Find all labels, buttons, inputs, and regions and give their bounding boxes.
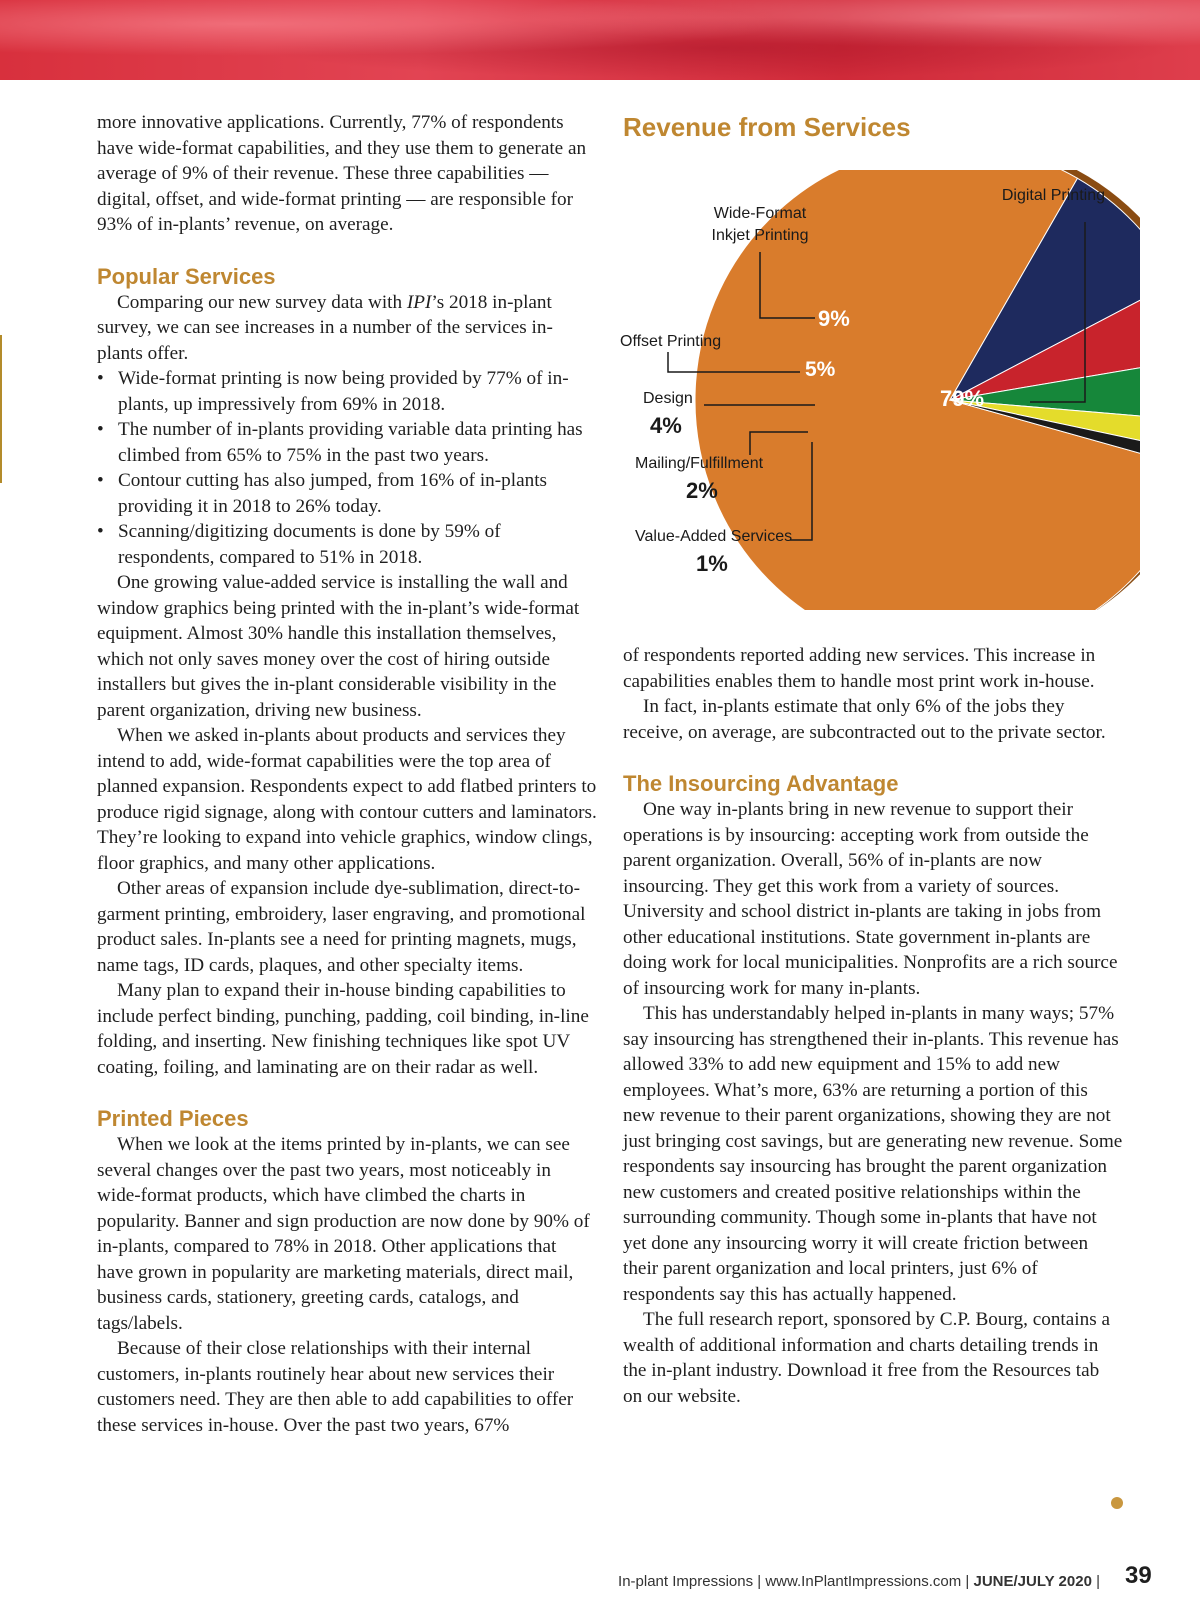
popular-services-heading: Popular Services (97, 263, 276, 289)
pie-category-label-digital-printing: Digital Printing (1001, 187, 1105, 204)
printed-pieces-paragraph: When we look at the items printed by in-plants, we can see several changes over the past two years, most noticeably in wide-format products, which have climbed the charts in popularity. Banner and sign production are now done by 90% of in-plants, compared to 78% in 2018. Other applications that have grown in popularity are marketing materials, direct mail, business cards, stationery, greeting cards, catalogs, and tags/labels. (97, 1134, 590, 1334)
continuation-paragraph: of respondents reported adding new services. This increase in capabilities enables them to handle most print work in-house. (623, 645, 1096, 692)
footer-separator: | (757, 1573, 762, 1590)
bullet-item: • Contour cutting has also jumped, from 16% of in-plants providing it in 2018 to 26% today. (97, 468, 597, 519)
margin-marker (0, 335, 2, 483)
pie-value-label-wide-format-inkjet-printing: 9% (818, 306, 850, 331)
popular-intro-em: IPI (406, 291, 432, 313)
pie-value-label-design: 4% (650, 413, 682, 438)
footer-publication: In-plant Impressions (618, 1573, 754, 1590)
insourcing-paragraph-2: This has understandably helped in-plants in many ways; 57% say insourcing has strengthened their in-plants. This revenue has allowed 33% to add new equipment and 15% to add new employees. What’s more, 63% are returning a portion of this new revenue to their parent organizations, showing they are not just bringing cost savings, but are generating new revenue. Some respondents say insourcing has brought the parent organization new customers and created positive relationships within the surrounding community. Though some in-plants that have not yet done any insourcing worry it will create friction between their parent organization and local printers, just 6% of respondents say this has actually happened. (623, 1003, 1123, 1305)
chart-title: Revenue from Services (623, 112, 911, 142)
installation-paragraph: One growing value-added service is installing the wall and window graphics being printed with the in-plant’s wide-format equipment. Almost 30% handle this installation themselves, which not only saves money over the cost of hiring outside installers but gives the in-plant considerable visibility in the parent organization, driving new business. (97, 572, 580, 721)
page-footer (400, 1572, 1100, 1592)
footer-separator: | (1096, 1573, 1100, 1590)
popular-intro-post: ’s 2018 in-plant survey, we can see increases in a number of the services in-plants offer. (97, 291, 553, 364)
popular-intro-paragraph (97, 290, 597, 367)
pie-category-label-value-added-services: Value-Added Services (635, 528, 793, 545)
pie-category-label-design: Design (643, 390, 693, 407)
pie-value-label-mailing-fulfillment: 2% (686, 478, 718, 503)
page-number: 39 (1125, 1562, 1152, 1589)
binding-paragraph: Many plan to expand their in-house binding capabilities to include perfect binding, punching, padding, coil binding, in-line folding, and inserting. New finishing techniques like spot UV coating, foiling, and laminating are on their radar as well. (97, 980, 589, 1078)
bullet-item: • Wide-format printing is now being provided by 77% of in-plants, up impressively from 69% in 2018. (97, 366, 597, 417)
right-column (623, 643, 1123, 1409)
relationships-paragraph: Because of their close relationships with their internal customers, in-plants routinely hear about new services their customers need. They are then able to add capabilities to offer these services in-house. Over the past two years, 67% (97, 1338, 574, 1436)
intro-paragraph: more innovative applications. Currently, 77% of respondents have wide-format capabilities, and they use them to generate an average of 9% of their revenue. These three capabilities — digital, offset, and wide-format printing — are responsible for 93% of in-plants’ revenue, on average. (97, 112, 587, 235)
pie-category-label-mailing-fulfillment: Mailing/Fulfillment (635, 455, 764, 472)
subcontract-paragraph: In fact, in-plants estimate that only 6% of the jobs they receive, on average, are subcontracted out to the private sector. (623, 696, 1106, 743)
pie-value-label-digital-printing: 79% (940, 386, 985, 411)
footer-separator: | (965, 1573, 970, 1590)
pie-value-label-offset-printing: 5% (805, 358, 836, 381)
pie-category-label-wide-format-inkjet-printing-line-1: Wide-Format (713, 205, 807, 222)
pie-category-label-offset-printing: Offset Printing (620, 333, 722, 350)
left-column (97, 110, 597, 1438)
bullet-item: • The number of in-plants providing variable data printing has climbed from 65% to 75% in the past two years. (97, 417, 597, 468)
other-expansion-paragraph: Other areas of expansion include dye-sublimation, direct-to-garment printing, embroidery, laser engraving, and promotional product sales. In-plants see a need for printing magnets, mugs, name tags, ID cards, plaques, and other specialty items. (97, 878, 586, 976)
footer-issue: JUNE/JULY 2020 (973, 1573, 1092, 1590)
top-banner (0, 0, 1200, 80)
end-of-article-dot (1111, 1497, 1123, 1509)
pie-category-label-wide-format-inkjet-printing-line-2: Inkjet Printing (711, 227, 809, 244)
planned-expansion-paragraph: When we asked in-plants about products and services they intend to add, wide-format capabilities were the top area of planned expansion. Respondents expect to add flatbed printers to produce rigid signage, along with contour cutters and laminators. They’re looking to expand into vehicle graphics, window clings, floor graphics, and many other applications. (97, 725, 597, 874)
pie-value-label-value-added-services: 1% (696, 551, 728, 576)
popular-intro-pre: Comparing our new survey data with (117, 291, 407, 313)
printed-pieces-heading: Printed Pieces (97, 1106, 249, 1131)
insourcing-heading: The Insourcing Advantage (623, 771, 899, 796)
footer-website: www.InPlantImpressions.com (765, 1573, 962, 1590)
insourcing-paragraph-1: One way in-plants bring in new revenue to support their operations is by insourcing: accepting work from outside the parent organization. Overall, 56% of in-plants are now insourcing. They get this work from a variety of sources. University and school district in-plants are taking in jobs from other educational institutions. State government in-plants are doing work for local municipalities. Nonprofits are a rich source of insourcing work for many in-plants. (623, 799, 1118, 999)
bullet-item: • Scanning/digitizing documents is done by 59% of respondents, compared to 51% in 2018. (97, 519, 597, 570)
services-bullet-list (97, 366, 597, 570)
research-report-paragraph: The full research report, sponsored by C.P. Bourg, contains a wealth of additional information and charts detailing trends in the in-plant industry. Download it free from the Resources tab on our website. (623, 1309, 1110, 1407)
revenue-pie-chart (600, 170, 1140, 610)
